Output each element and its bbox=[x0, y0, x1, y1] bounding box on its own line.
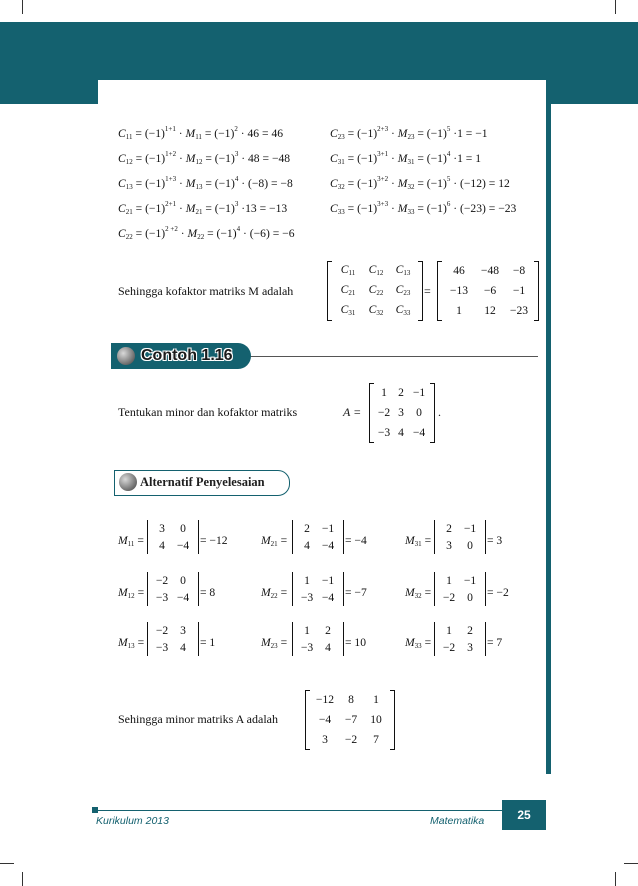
crop-mark bbox=[0, 863, 14, 864]
footer-marker bbox=[92, 807, 98, 813]
example-var: A = bbox=[343, 405, 362, 419]
right-rail bbox=[546, 80, 551, 774]
cofactor-value-matrix: 46 −48 −8 −13 −6 −1 1 12 −23 bbox=[444, 261, 532, 321]
globe-icon bbox=[119, 473, 137, 491]
minor-matrix: −12 8 1 −4 −7 10 3 −2 7 bbox=[312, 690, 388, 750]
footer-rule bbox=[94, 810, 502, 811]
page-number: 25 bbox=[502, 800, 546, 830]
cofactor-c33: $C_{33} = (-1)^{3+3} \cdot M_{33} = (-1)^6 \cdot (-23) = -23$ bbox=[330, 200, 517, 216]
cofactor-c21: $C_{21} = (-1)^{2+1} \cdot M_{21} = (-1)^3 \cdot 13 = -13$ bbox=[118, 200, 288, 216]
crop-mark bbox=[22, 872, 23, 886]
globe-icon bbox=[117, 347, 135, 365]
crop-mark bbox=[624, 863, 638, 864]
solution-title: Alternatif Penyelesaian bbox=[140, 475, 265, 489]
cofactor-c22: $C_{22} = (-1)^{2 +2} \cdot M_{22} = (-1)^4 \cdot (-6) = -6$ bbox=[118, 225, 295, 241]
crop-mark bbox=[22, 0, 23, 14]
cofactor-c23: $C_{23} = (-1)^{2+3} \cdot M_{23} = (-1)^5 \cdot 1 = -1$ bbox=[330, 125, 488, 141]
cofactor-c12: $C_{12} = (-1)^{1+2} \cdot M_{12} = (-1)^3 \cdot 48 = -48$ bbox=[118, 150, 291, 166]
cofactor-summary-text: Sehingga kofaktor matriks M adalah bbox=[118, 284, 294, 298]
footer-book: Kurikulum 2013 bbox=[96, 815, 169, 827]
cofactor-c11: $C_{11} = (-1)^{1+1} \cdot M_{11} = (-1)^2 \cdot 46 = 46$ bbox=[118, 125, 284, 141]
example-period: . bbox=[438, 405, 441, 419]
cofactor-symbolic-matrix: $C_{11}$ $C_{12}$ $C_{13}$ $C_{21}$ $C_{22}$ $C_{23}$ $C_{31}$ $C_{32}$ $C_{33}$ bbox=[334, 261, 416, 321]
example-matrix: 1 2 −1 −2 3 0 −3 4 −4 bbox=[376, 383, 428, 443]
cofactor-equals: = bbox=[424, 284, 431, 298]
cofactor-c32: $C_{32} = (-1)^{3+2} \cdot M_{32} = (-1)^5 \cdot (-12) = 12$ bbox=[330, 175, 510, 191]
minor-summary-text: Sehingga minor matriks A adalah bbox=[118, 712, 278, 726]
footer-subject: Matematika bbox=[430, 815, 485, 827]
cofactor-c31: $C_{31} = (-1)^{3+1} \cdot M_{31} = (-1)^4 \cdot 1 = 1$ bbox=[330, 150, 482, 166]
example-prompt: Tentukan minor dan kofaktor matriks bbox=[118, 405, 298, 419]
crop-mark bbox=[615, 872, 616, 886]
example-title: Contoh 1.16 bbox=[141, 347, 233, 364]
crop-mark bbox=[615, 0, 616, 14]
cofactor-c13: $C_{13} = (-1)^{1+3} \cdot M_{13} = (-1)^4 \cdot (-8) = -8$ bbox=[118, 175, 293, 191]
section-rule bbox=[250, 356, 538, 357]
